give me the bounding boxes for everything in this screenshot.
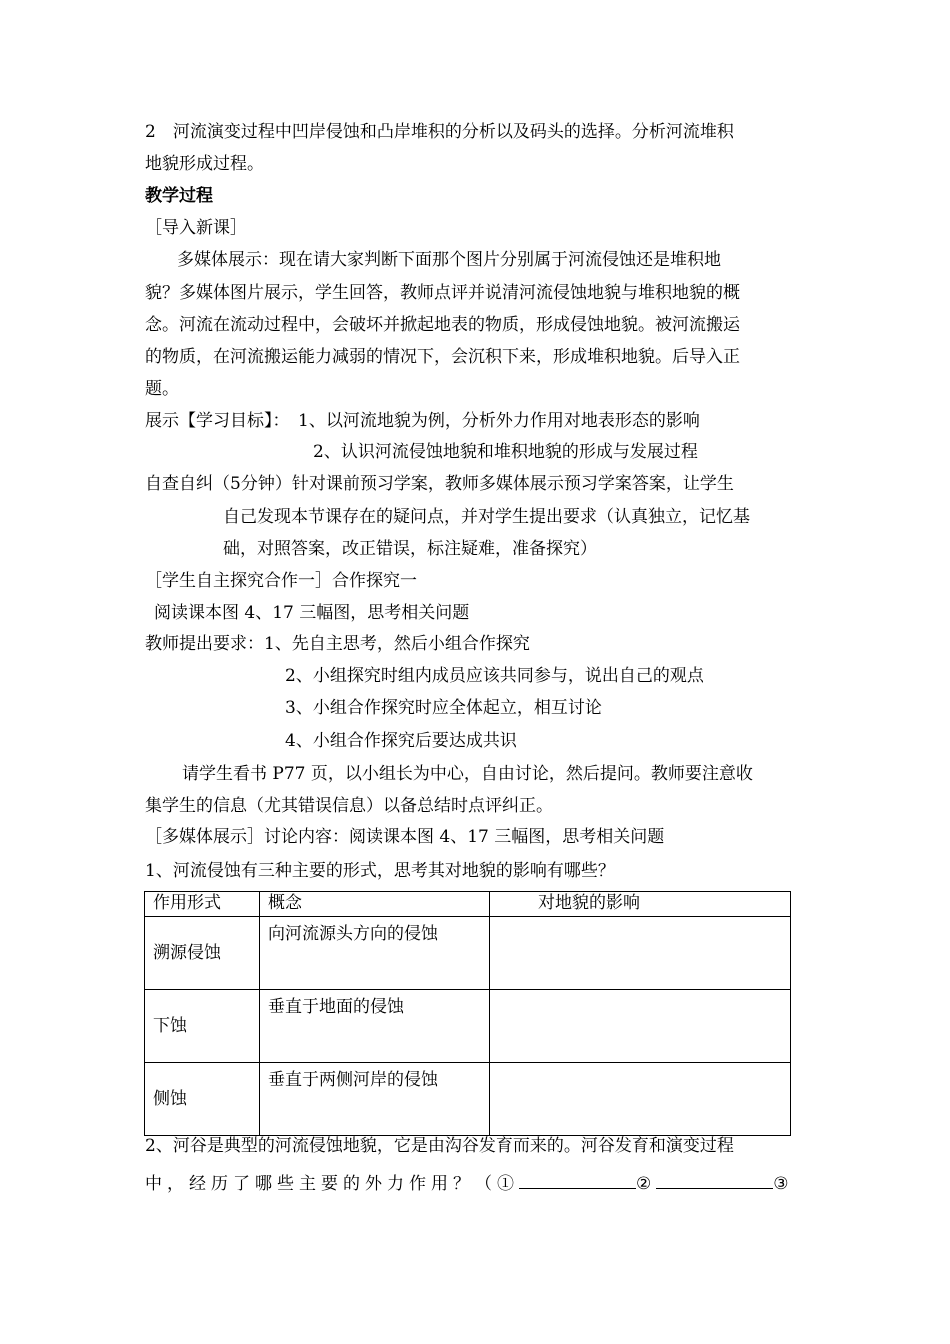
answer-blank-2[interactable]	[656, 1172, 773, 1189]
table-cell-impact[interactable]	[490, 1063, 791, 1136]
table-row	[145, 917, 791, 990]
section-heading-teaching-process: 教学过程	[145, 186, 213, 206]
discussion-paragraph-line-1: 请学生看书 P77 页，以小组长为中心，自由讨论，然后提问。教师要注意收	[182, 764, 753, 784]
table-header-form: 作用形式	[145, 892, 260, 917]
blank-marker-1: ①	[497, 1174, 519, 1194]
question-1: 1、河流侵蚀有三种主要的形式，思考其对地貌的影响有哪些？	[145, 861, 615, 881]
blank-marker-3: ③	[773, 1174, 794, 1194]
teacher-requirement-3: 3、小组合作探究时应全体起立，相互讨论	[285, 698, 602, 718]
self-check-line-3: 础，对照答案，改正错误，标注疑难，准备探究）	[223, 539, 597, 559]
intro-paragraph-line-5: 题。	[145, 379, 179, 399]
table-row	[145, 1063, 791, 1136]
discussion-paragraph-line-2: 集学生的信息（尤其错误信息）以备总结时点评纠正。	[145, 796, 553, 816]
table-cell-concept: 垂直于两侧河岸的侵蚀	[260, 1063, 490, 1136]
table-header-impact: 对地貌的影响	[490, 892, 791, 917]
table-cell-form: 下蚀	[145, 990, 260, 1063]
teacher-requirement-2: 2、小组探究时组内成员应该共同参与，说出自己的观点	[285, 666, 704, 686]
answer-blank-1[interactable]	[519, 1172, 636, 1189]
table-header-row	[145, 892, 791, 917]
question-2-line-2	[145, 1172, 794, 1195]
table-row	[145, 990, 791, 1063]
table-cell-form: 侧蚀	[145, 1063, 260, 1136]
intro-section-tag: ［导入新课］	[145, 218, 247, 238]
question-2-prompt: 中，经历了哪些主要的外力作用？（	[145, 1174, 497, 1194]
teacher-requirement-1: 教师提出要求：1、先自主思考，然后小组合作探究	[145, 634, 530, 654]
reading-instruction: 阅读课本图 4、17 三幅图，思考相关问题	[154, 603, 470, 623]
multimedia-section-tag: ［多媒体展示］讨论内容：阅读课本图 4、17 三幅图，思考相关问题	[145, 827, 665, 847]
table-header-concept: 概念	[260, 892, 490, 917]
intro-paragraph-line-2: 貌？多媒体图片展示，学生回答，教师点评并说清河流侵蚀地貌与堆积地貌的概	[145, 283, 740, 303]
erosion-forms-table	[144, 891, 791, 1136]
table-cell-impact[interactable]	[490, 990, 791, 1063]
blank-marker-2: ②	[636, 1174, 657, 1194]
self-check-line-2: 自己发现本节课存在的疑问点，并对学生提出要求（认真独立，记忆基	[223, 507, 750, 527]
intro-paragraph-line-3: 念。河流在流动过程中，会破坏并掀起地表的物质，形成侵蚀地貌。被河流搬运	[145, 315, 740, 335]
teacher-requirement-4: 4、小组合作探究后要达成共识	[285, 731, 517, 751]
table-cell-concept: 向河流源头方向的侵蚀	[260, 917, 490, 990]
question-2-line-1: 2、河谷是典型的河流侵蚀地貌，它是由沟谷发育而来的。河谷发育和演变过程	[145, 1136, 734, 1156]
self-check-line-1: 自查自纠（5分钟）针对课前预习学案，教师多媒体展示预习学案答案，让学生	[145, 474, 734, 494]
intro-paragraph-line-4: 的物质，在河流搬运能力减弱的情况下，会沉积下来，形成堆积地貌。后导入正	[145, 347, 740, 367]
intro-paragraph-line-1: 多媒体展示：现在请大家判断下面那个图片分别属于河流侵蚀还是堆积地	[160, 250, 721, 270]
table-cell-impact[interactable]	[490, 917, 791, 990]
objective-line-2-cont: 地貌形成过程。	[145, 154, 264, 174]
learning-goal-1: 展示【学习目标】： 1、以河流地貌为例，分析外力作用对地表形态的影响	[145, 411, 700, 431]
table-cell-form: 溯源侵蚀	[145, 917, 260, 990]
table-cell-concept: 垂直于地面的侵蚀	[260, 990, 490, 1063]
cooperation-section-tag: ［学生自主探究合作一］合作探究一	[145, 571, 417, 591]
objective-line-2: 2 河流演变过程中凹岸侵蚀和凸岸堆积的分析以及码头的选择。分析河流堆积	[145, 122, 734, 142]
learning-goal-2: 2、认识河流侵蚀地貌和堆积地貌的形成与发展过程	[313, 442, 698, 462]
